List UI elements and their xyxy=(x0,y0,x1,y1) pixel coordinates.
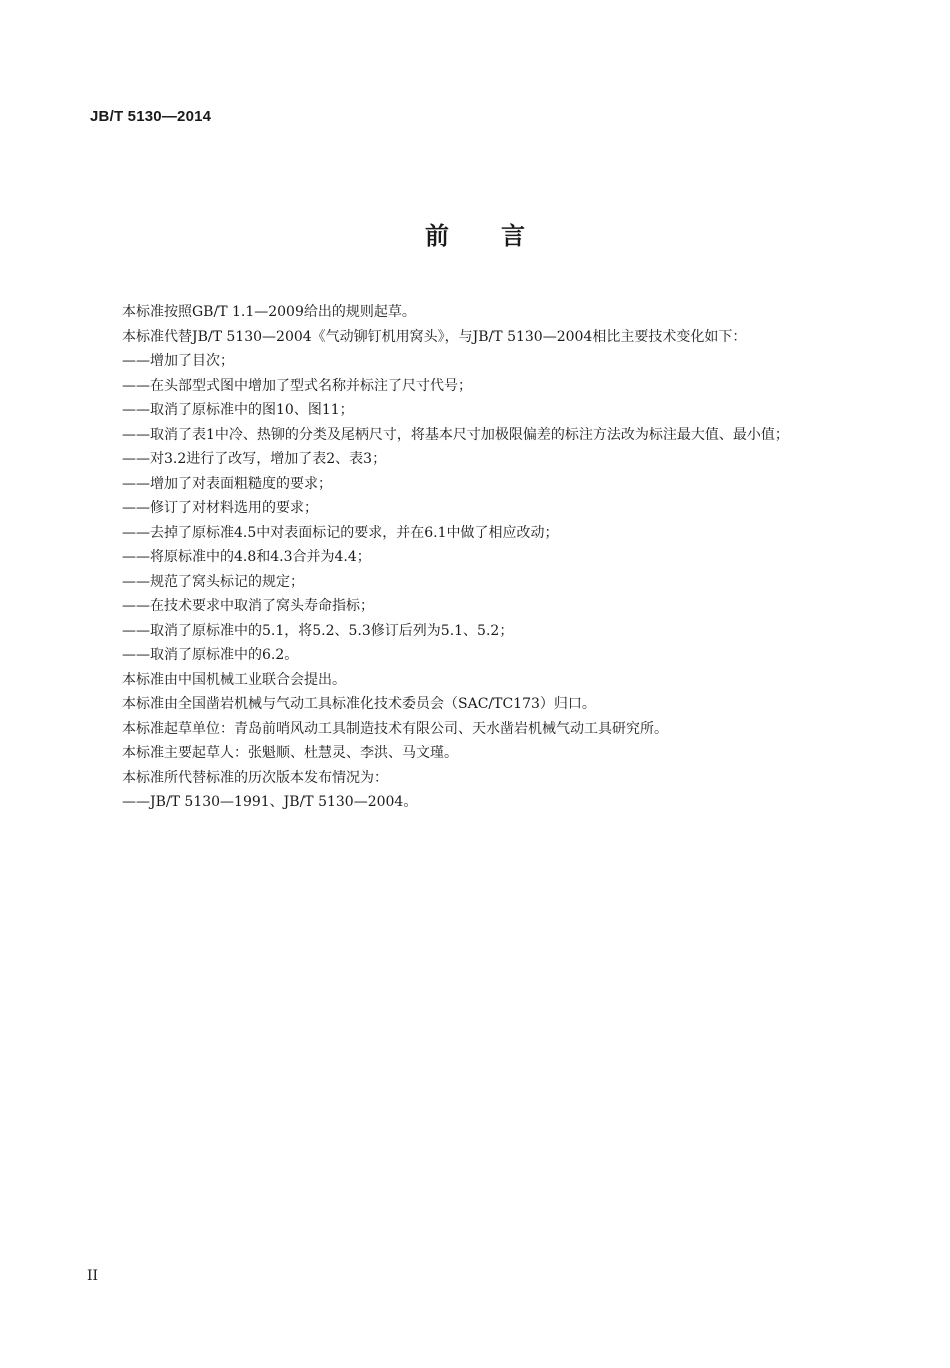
paragraph: 本标准起草单位：青岛前哨风动工具制造技术有限公司、天水凿岩机械气动工具研究所。 xyxy=(122,720,668,737)
list-item: ——对3.2进行了改写，增加了表2、表3； xyxy=(122,451,387,467)
list-item: ——修订了对材料选用的要求； xyxy=(122,500,318,516)
document-id: JB/T 5130—2014 xyxy=(90,108,212,125)
list-item: ——去掉了原标准4.5中对表面标记的要求，并在6.1中做了相应改动； xyxy=(122,524,559,541)
list-item: ——增加了对表面粗糙度的要求； xyxy=(122,475,332,492)
list-item: ——规范了窝头标记的规定； xyxy=(122,573,304,590)
title-char-1: 前 xyxy=(425,222,449,250)
paragraph: 本标准按照GB/T 1.1—2009给出的规则起草。 xyxy=(122,304,416,320)
list-item: ——将原标准中的4.8和4.3合并为4.4； xyxy=(122,549,371,565)
list-item: ——在技术要求中取消了窝头寿命指标； xyxy=(122,598,374,614)
list-item: ——取消了原标准中的5.1，将5.2、5.3修订后列为5.1、5.2； xyxy=(122,622,514,639)
list-item: ——取消了表1中冷、热铆的分类及尾柄尺寸，将基本尺寸加极限偏差的标注方法改为标注最大值、最小值； xyxy=(122,426,789,443)
paragraph: 本标准代替JB/T 5130—2004《气动铆钉机用窝头》，与JB/T 5130—2004相比主要技术变化如下： xyxy=(122,328,747,345)
list-item: ——增加了目次； xyxy=(122,353,234,369)
paragraph: 本标准由中国机械工业联合会提出。 xyxy=(122,671,346,688)
foreword-body xyxy=(122,300,862,815)
list-item: ——取消了原标准中的6.2。 xyxy=(122,647,299,663)
page-number: II xyxy=(87,1268,99,1284)
list-item: ——取消了原标准中的图10、图11； xyxy=(122,402,354,418)
paragraph: 本标准由全国凿岩机械与气动工具标准化技术委员会（SAC/TC173）归口。 xyxy=(122,696,596,712)
section-title xyxy=(0,216,950,251)
title-char-2: 言 xyxy=(501,222,525,250)
paragraph: 本标准主要起草人：张魁顺、杜慧灵、李洪、马文瑾。 xyxy=(122,745,458,761)
paragraph: 本标准所代替标准的历次版本发布情况为： xyxy=(122,769,388,786)
list-item: ——JB/T 5130—1991、JB/T 5130—2004。 xyxy=(122,794,418,810)
list-item: ——在头部型式图中增加了型式名称并标注了尺寸代号； xyxy=(122,377,472,394)
